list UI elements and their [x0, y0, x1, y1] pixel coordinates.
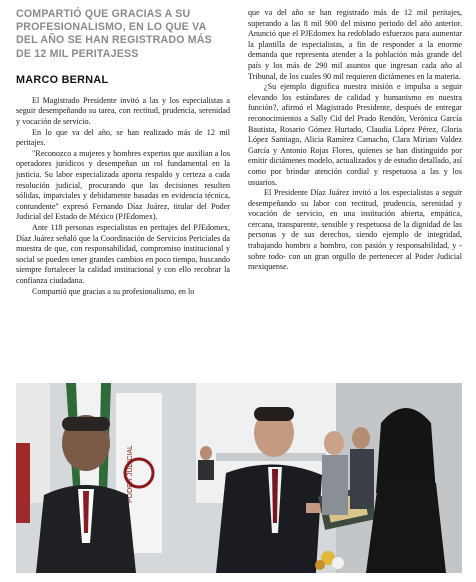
- paragraph: El Magistrado Presidente invitó a las y los especialistas a seguir desempeñando su tarea, con rectitud, prudencia, serenidad y vocación de servicio.: [16, 95, 230, 126]
- right-column: [248, 8, 462, 273]
- paragraph: Compartió que gracias a su profesionalismo, en lo: [32, 286, 195, 296]
- paragraph: El Presidente Díaz Juárez invitó a los especialistas a seguir desempeñando su labor con rectitud, prudencia, serenidad y vocación de servicio, en una institución abierta, empática, cercana, transparente, sensible y respetuosa de la dignidad de las personas y de sus derechos, siendo ejemplo de integridad, trabajando hombro a hombro, con pasión y responsabilidad, y -sobre todo- con un gran orgullo de pertenecer al Poder Judicial mexiquense.: [248, 188, 462, 272]
- headline: COMPARTIÓ QUE GRACIAS A SU PROFESIONALISMO, EN LO QUE VA DEL AÑO SE HAN REGISTRADO MÁS DE 12 MIL PERITAJESS: [16, 8, 212, 60]
- award-ceremony-photo: [16, 383, 462, 573]
- event-photo: [16, 383, 462, 573]
- paragraph: que va del año se han registrado más de 12 mil peritajes, superando a las 8 mil 900 del mismo periodo del año anterior. Anunció que el PJEdomex ha redoblado esfuerzos para aumentar la plantilla de especialistas, a fin de responder a la enorme demanda que representa atender a la población más grande del país y los más de 290 mil asuntos que ingresan cada año al Tribunal, de los cuales 90 mil requieren dictámenes en la materia.: [248, 8, 462, 81]
- author-byline: MARCO BERNAL: [16, 73, 109, 86]
- paragraph: ¿Su ejemplo dignifica nuestra misión e impulsa a seguir elevando los estándares de calidad y humanismo en nuestra función?, afirmó el Magistrado Presidente, después de entregar reconocimientos a Sally Cid del Prado Rendón, Verónica García Bautista, Rosario Gómez Hurtado, Claudia López Pérez, Gloria López Santiago, Alicia Ramírez Camacho, Clara Miriam Valdez García y Antonio Rojas Flores, quienes se han distinguido por emitir dictámenes modelo, actualizados y de estudio detallado, así como por brindar atención cordial y respetuosa a las y los usuarios.: [248, 82, 462, 187]
- left-column: [16, 8, 230, 297]
- paragraph: "Reconozco a mujeres y hombres expertos que auxilian a los operadores jurídicos y desempeñan un rol fundamental en la justicia. Su labor especializada aporta respaldo y certeza a cada resolución judicial, procurando que las decisiones resulten sólidas, imparciales y debidamente basadas en evidencia técnica, contundente" expresó Fernando Díaz Juárez, titular del Poder Judicial del Estado de México (PJEdomex).: [16, 148, 230, 222]
- banner-text: PODER JUDICIAL: [127, 445, 134, 503]
- paragraph: En lo que va del año, se han realizado más de 12 mil peritajes.: [16, 127, 230, 148]
- paragraph: Ante 118 personas especialistas en peritajes del PJEdomex, Díaz Juárez señaló que la Coordinación de Servicios Periciales da muestra de que, con responsabilidad, compromiso institucional y social se pueden tener grandes cambios en poco tiempo, buscando siempre fortalecer la calidad institucional y con ello recobrar la confianza ciudadana.: [16, 222, 230, 285]
